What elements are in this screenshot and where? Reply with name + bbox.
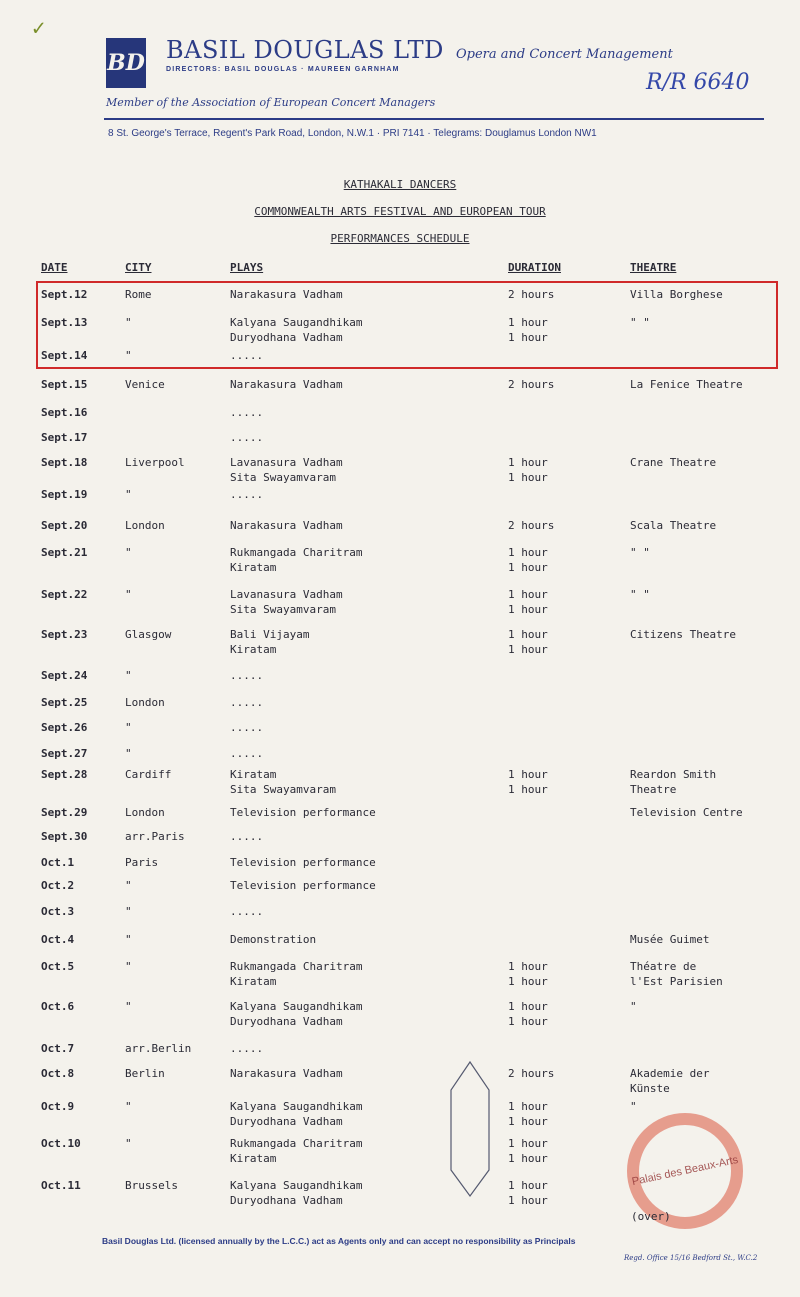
city-cell: " bbox=[125, 1000, 132, 1013]
date-cell: Sept.19 bbox=[41, 488, 88, 501]
play-line-1: Kalyana Saugandhikam bbox=[230, 1000, 363, 1013]
play-cell bbox=[230, 746, 263, 761]
dur-line-1: 1 hour bbox=[508, 1179, 548, 1192]
city-cell: " bbox=[125, 960, 132, 973]
play-cell bbox=[230, 487, 263, 502]
theatre-line-1: La Fenice Theatre bbox=[630, 378, 743, 391]
date-cell: Sept.23 bbox=[41, 628, 88, 641]
city-cell: " bbox=[125, 879, 132, 892]
stamp-text: Palais des Beaux-Arts bbox=[630, 1153, 740, 1189]
city-cell: " bbox=[125, 905, 132, 918]
play-line-1: Kalyana Saugandhikam bbox=[230, 1100, 363, 1113]
date-cell: Sept.21 bbox=[41, 546, 88, 559]
date-cell: Oct.9 bbox=[41, 1100, 75, 1113]
theatre-line-1: Citizens Theatre bbox=[630, 628, 736, 641]
theatre-line-1: Scala Theatre bbox=[630, 519, 717, 532]
theatre-line-1: Théatre de bbox=[630, 960, 697, 973]
play-cell bbox=[230, 315, 362, 345]
date-cell: Sept.22 bbox=[41, 588, 88, 601]
dur-cell bbox=[508, 627, 548, 657]
theatre-cell bbox=[630, 932, 709, 947]
dur-line-1: 1 hour bbox=[508, 1137, 548, 1150]
dur-cell bbox=[508, 999, 548, 1029]
dur-line-2: 1 hour bbox=[508, 331, 548, 344]
dur-cell bbox=[508, 315, 548, 345]
member-line: Member of the Association of European Concert Managers bbox=[106, 96, 436, 109]
date-cell: Sept.15 bbox=[41, 378, 88, 391]
play-cell bbox=[230, 455, 343, 485]
play-line-2: Sita Swayamvaram bbox=[230, 471, 336, 484]
header-plays: PLAYS bbox=[230, 261, 264, 274]
dur-line-2: 1 hour bbox=[508, 783, 548, 796]
dur-cell bbox=[508, 959, 548, 989]
play-line-1: Demonstration bbox=[230, 933, 317, 946]
handwritten-reference: R/R 6640 bbox=[646, 70, 750, 95]
city-cell: " bbox=[125, 933, 132, 946]
header-city: CITY bbox=[125, 261, 152, 274]
play-line-1: ..... bbox=[230, 830, 264, 843]
play-cell bbox=[230, 518, 343, 533]
city-cell: " bbox=[125, 488, 132, 501]
city-cell: " bbox=[125, 721, 132, 734]
company-name bbox=[166, 36, 673, 64]
over-note: (over) bbox=[631, 1210, 671, 1223]
play-cell bbox=[230, 855, 376, 870]
theatre-cell bbox=[630, 767, 716, 797]
dur-line-2: 1 hour bbox=[508, 1115, 548, 1128]
footer-note: Basil Douglas Ltd. (licensed annually by the L.C.C.) act as Agents only and can accept no responsibility as Principals bbox=[102, 1236, 576, 1246]
date-cell: Sept.24 bbox=[41, 669, 88, 682]
dur-line-1: 1 hour bbox=[508, 960, 548, 973]
play-cell bbox=[230, 668, 263, 683]
play-cell bbox=[230, 348, 263, 363]
theatre-cell bbox=[630, 805, 743, 820]
title-line-3: PERFORMANCES SCHEDULE bbox=[330, 232, 470, 245]
play-cell bbox=[230, 1178, 362, 1208]
play-cell bbox=[230, 627, 309, 657]
city-cell: London bbox=[125, 519, 165, 532]
theatre-line-1: " " bbox=[630, 588, 650, 601]
play-cell bbox=[230, 695, 263, 710]
city-cell: " bbox=[125, 316, 132, 329]
company-logo: BD bbox=[106, 38, 146, 88]
date-cell: Sept.29 bbox=[41, 806, 88, 819]
theatre-line-1: Crane Theatre bbox=[630, 456, 717, 469]
dur-line-1: 1 hour bbox=[508, 456, 548, 469]
city-cell: Cardiff bbox=[125, 768, 172, 781]
city-cell: arr.Paris bbox=[125, 830, 185, 843]
date-cell: Oct.1 bbox=[41, 856, 75, 869]
play-cell bbox=[230, 377, 343, 392]
play-line-1: Narakasura Vadham bbox=[230, 288, 343, 301]
play-line-2: Kiratam bbox=[230, 975, 277, 988]
play-cell bbox=[230, 999, 362, 1029]
date-cell: Oct.5 bbox=[41, 960, 75, 973]
dur-line-1: 1 hour bbox=[508, 628, 548, 641]
dur-line-1: 1 hour bbox=[508, 1100, 548, 1113]
city-cell: Glasgow bbox=[125, 628, 172, 641]
dur-line-2: 1 hour bbox=[508, 561, 548, 574]
date-cell: Sept.18 bbox=[41, 456, 88, 469]
dur-cell bbox=[508, 1066, 554, 1081]
play-cell bbox=[230, 805, 376, 820]
theatre-line-1: Television Centre bbox=[630, 806, 743, 819]
header-duration: DURATION bbox=[508, 261, 561, 274]
theatre-line-1: " bbox=[630, 1000, 637, 1013]
date-cell: Oct.4 bbox=[41, 933, 75, 946]
date-cell: Sept.14 bbox=[41, 349, 88, 362]
date-cell: Oct.3 bbox=[41, 905, 75, 918]
play-line-1: Television performance bbox=[230, 806, 376, 819]
dur-line-1: 1 hour bbox=[508, 546, 548, 559]
play-line-2: Duryodhana Vadham bbox=[230, 331, 343, 344]
play-line-1: ..... bbox=[230, 905, 264, 918]
date-cell: Sept.27 bbox=[41, 747, 88, 760]
play-cell bbox=[230, 904, 263, 919]
theatre-cell bbox=[630, 315, 650, 330]
play-cell bbox=[230, 430, 263, 445]
theatre-line-1: Villa Borghese bbox=[630, 288, 723, 301]
play-line-1: Lavanasura Vadham bbox=[230, 588, 343, 601]
city-cell: arr.Berlin bbox=[125, 1042, 192, 1055]
dur-cell bbox=[508, 1178, 548, 1208]
play-line-1: Kiratam bbox=[230, 768, 277, 781]
header-date: DATE bbox=[41, 261, 68, 274]
play-cell bbox=[230, 587, 343, 617]
date-cell: Sept.17 bbox=[41, 431, 88, 444]
date-cell: Oct.6 bbox=[41, 1000, 75, 1013]
letterhead-rule bbox=[104, 118, 764, 120]
theatre-cell bbox=[630, 1066, 709, 1096]
dur-cell bbox=[508, 1099, 548, 1129]
play-cell bbox=[230, 287, 343, 302]
date-cell: Sept.12 bbox=[41, 288, 88, 301]
dur-cell bbox=[508, 377, 554, 392]
play-line-2: Sita Swayamvaram bbox=[230, 603, 336, 616]
play-cell bbox=[230, 1136, 362, 1166]
play-cell bbox=[230, 1099, 362, 1129]
date-cell: Sept.25 bbox=[41, 696, 88, 709]
footer-registered-office: Regd. Office 15/16 Bedford St., W.C.2 bbox=[624, 1254, 758, 1262]
city-cell: Brussels bbox=[125, 1179, 178, 1192]
play-line-1: Narakasura Vadham bbox=[230, 519, 343, 532]
city-cell: " bbox=[125, 588, 132, 601]
theatre-cell bbox=[630, 455, 716, 470]
theatre-cell bbox=[630, 587, 650, 602]
city-cell: " bbox=[125, 1100, 132, 1113]
dur-line-1: 2 hours bbox=[508, 519, 555, 532]
play-cell bbox=[230, 1066, 343, 1081]
theatre-line-1: Reardon Smith bbox=[630, 768, 717, 781]
city-cell: Paris bbox=[125, 856, 159, 869]
date-cell: Oct.10 bbox=[41, 1137, 81, 1150]
play-line-1: Rukmangada Charitram bbox=[230, 960, 363, 973]
title-line-2: COMMONWEALTH ARTS FESTIVAL AND EUROPEAN TOUR bbox=[254, 205, 546, 218]
play-cell bbox=[230, 720, 263, 735]
play-line-1: Rukmangada Charitram bbox=[230, 1137, 363, 1150]
theatre-line-2: Künste bbox=[630, 1082, 670, 1095]
play-line-1: Bali Vijayam bbox=[230, 628, 310, 641]
date-cell: Oct.7 bbox=[41, 1042, 75, 1055]
dur-line-1: 2 hours bbox=[508, 1067, 555, 1080]
dur-line-1: 2 hours bbox=[508, 288, 555, 301]
date-cell: Sept.26 bbox=[41, 721, 88, 734]
theatre-line-1: " " bbox=[630, 316, 650, 329]
play-line-1: Kalyana Saugandhikam bbox=[230, 316, 363, 329]
play-line-1: ..... bbox=[230, 488, 264, 501]
play-line-2: Kiratam bbox=[230, 643, 277, 656]
dur-cell bbox=[508, 545, 548, 575]
city-cell: Venice bbox=[125, 378, 165, 391]
play-line-1: Narakasura Vadham bbox=[230, 378, 343, 391]
dur-line-2: 1 hour bbox=[508, 1015, 548, 1028]
play-cell bbox=[230, 878, 376, 893]
play-line-1: Kalyana Saugandhikam bbox=[230, 1179, 363, 1192]
theatre-cell bbox=[630, 1099, 637, 1114]
address-line: 8 St. George's Terrace, Regent's Park Road, London, N.W.1 · PRI 7141 · Telegrams: Douglamus London NW1 bbox=[108, 128, 597, 139]
theatre-cell bbox=[630, 999, 637, 1014]
theatre-line-1: " " bbox=[630, 546, 650, 559]
theatre-line-1: " bbox=[630, 1100, 637, 1113]
dur-line-2: 1 hour bbox=[508, 1152, 548, 1165]
play-cell bbox=[230, 545, 362, 575]
play-cell bbox=[230, 1041, 263, 1056]
play-line-1: Rukmangada Charitram bbox=[230, 546, 363, 559]
dur-cell bbox=[508, 587, 548, 617]
theatre-cell bbox=[630, 287, 723, 302]
play-cell bbox=[230, 959, 362, 989]
theatre-line-2: Theatre bbox=[630, 783, 677, 796]
play-line-1: Lavanasura Vadham bbox=[230, 456, 343, 469]
play-line-1: Narakasura Vadham bbox=[230, 1067, 343, 1080]
dur-cell bbox=[508, 287, 554, 302]
city-cell: London bbox=[125, 696, 165, 709]
city-cell: Rome bbox=[125, 288, 152, 301]
date-cell: Sept.30 bbox=[41, 830, 88, 843]
date-cell: Sept.20 bbox=[41, 519, 88, 532]
play-line-2: Duryodhana Vadham bbox=[230, 1194, 343, 1207]
date-cell: Oct.2 bbox=[41, 879, 75, 892]
dur-cell bbox=[508, 767, 548, 797]
city-cell: " bbox=[125, 1137, 132, 1150]
city-cell: " bbox=[125, 546, 132, 559]
play-line-2: Sita Swayamvaram bbox=[230, 783, 336, 796]
play-line-1: Television performance bbox=[230, 856, 376, 869]
theatre-cell bbox=[630, 377, 743, 392]
play-line-1: ..... bbox=[230, 721, 264, 734]
city-cell: " bbox=[125, 669, 132, 682]
theatre-cell bbox=[630, 627, 736, 642]
play-line-1: Television performance bbox=[230, 879, 376, 892]
dur-line-1: 1 hour bbox=[508, 588, 548, 601]
theatre-line-2: l'Est Parisien bbox=[630, 975, 723, 988]
date-cell: Sept.13 bbox=[41, 316, 88, 329]
play-cell bbox=[230, 405, 263, 420]
dur-line-2: 1 hour bbox=[508, 975, 548, 988]
dur-line-2: 1 hour bbox=[508, 1194, 548, 1207]
play-cell bbox=[230, 829, 263, 844]
theatre-line-1: Akademie der bbox=[630, 1067, 710, 1080]
play-line-1: ..... bbox=[230, 349, 264, 362]
dur-line-2: 1 hour bbox=[508, 643, 548, 656]
theatre-cell bbox=[630, 518, 716, 533]
date-cell: Oct.11 bbox=[41, 1179, 81, 1192]
directors-line: DIRECTORS: BASIL DOUGLAS · MAUREEN GARNHAM bbox=[166, 66, 400, 73]
check-mark-icon: ✓ bbox=[32, 16, 46, 41]
stamp-outline-icon bbox=[449, 1060, 491, 1198]
play-line-2: Kiratam bbox=[230, 1152, 277, 1165]
dur-line-1: 1 hour bbox=[508, 1000, 548, 1013]
play-line-2: Duryodhana Vadham bbox=[230, 1115, 343, 1128]
play-line-2: Duryodhana Vadham bbox=[230, 1015, 343, 1028]
theatre-cell bbox=[630, 959, 723, 989]
title-line-1: KATHAKALI DANCERS bbox=[343, 178, 457, 191]
play-line-1: ..... bbox=[230, 406, 264, 419]
city-cell: Liverpool bbox=[125, 456, 185, 469]
play-cell bbox=[230, 932, 316, 947]
date-cell: Sept.16 bbox=[41, 406, 88, 419]
play-line-1: ..... bbox=[230, 747, 264, 760]
company-title: BASIL DOUGLAS LTD bbox=[166, 36, 444, 64]
dur-line-1: 2 hours bbox=[508, 378, 555, 391]
dur-cell bbox=[508, 1136, 548, 1166]
date-cell: Sept.28 bbox=[41, 768, 88, 781]
theatre-cell bbox=[630, 545, 650, 560]
theatre-line-1: Musée Guimet bbox=[630, 933, 710, 946]
dur-line-2: 1 hour bbox=[508, 603, 548, 616]
city-cell: London bbox=[125, 806, 165, 819]
company-subtitle: Opera and Concert Management bbox=[455, 47, 673, 62]
city-cell: Berlin bbox=[125, 1067, 165, 1080]
dur-cell bbox=[508, 455, 548, 485]
dur-cell bbox=[508, 518, 554, 533]
play-line-1: ..... bbox=[230, 1042, 264, 1055]
play-line-1: ..... bbox=[230, 669, 264, 682]
play-cell bbox=[230, 767, 336, 797]
dur-line-1: 1 hour bbox=[508, 768, 548, 781]
city-cell: " bbox=[125, 349, 132, 362]
dur-line-2: 1 hour bbox=[508, 471, 548, 484]
dur-line-1: 1 hour bbox=[508, 316, 548, 329]
play-line-1: ..... bbox=[230, 696, 264, 709]
city-cell: " bbox=[125, 747, 132, 760]
date-cell: Oct.8 bbox=[41, 1067, 75, 1080]
play-line-2: Kiratam bbox=[230, 561, 277, 574]
header-theatre: THEATRE bbox=[630, 261, 677, 274]
play-line-1: ..... bbox=[230, 431, 264, 444]
